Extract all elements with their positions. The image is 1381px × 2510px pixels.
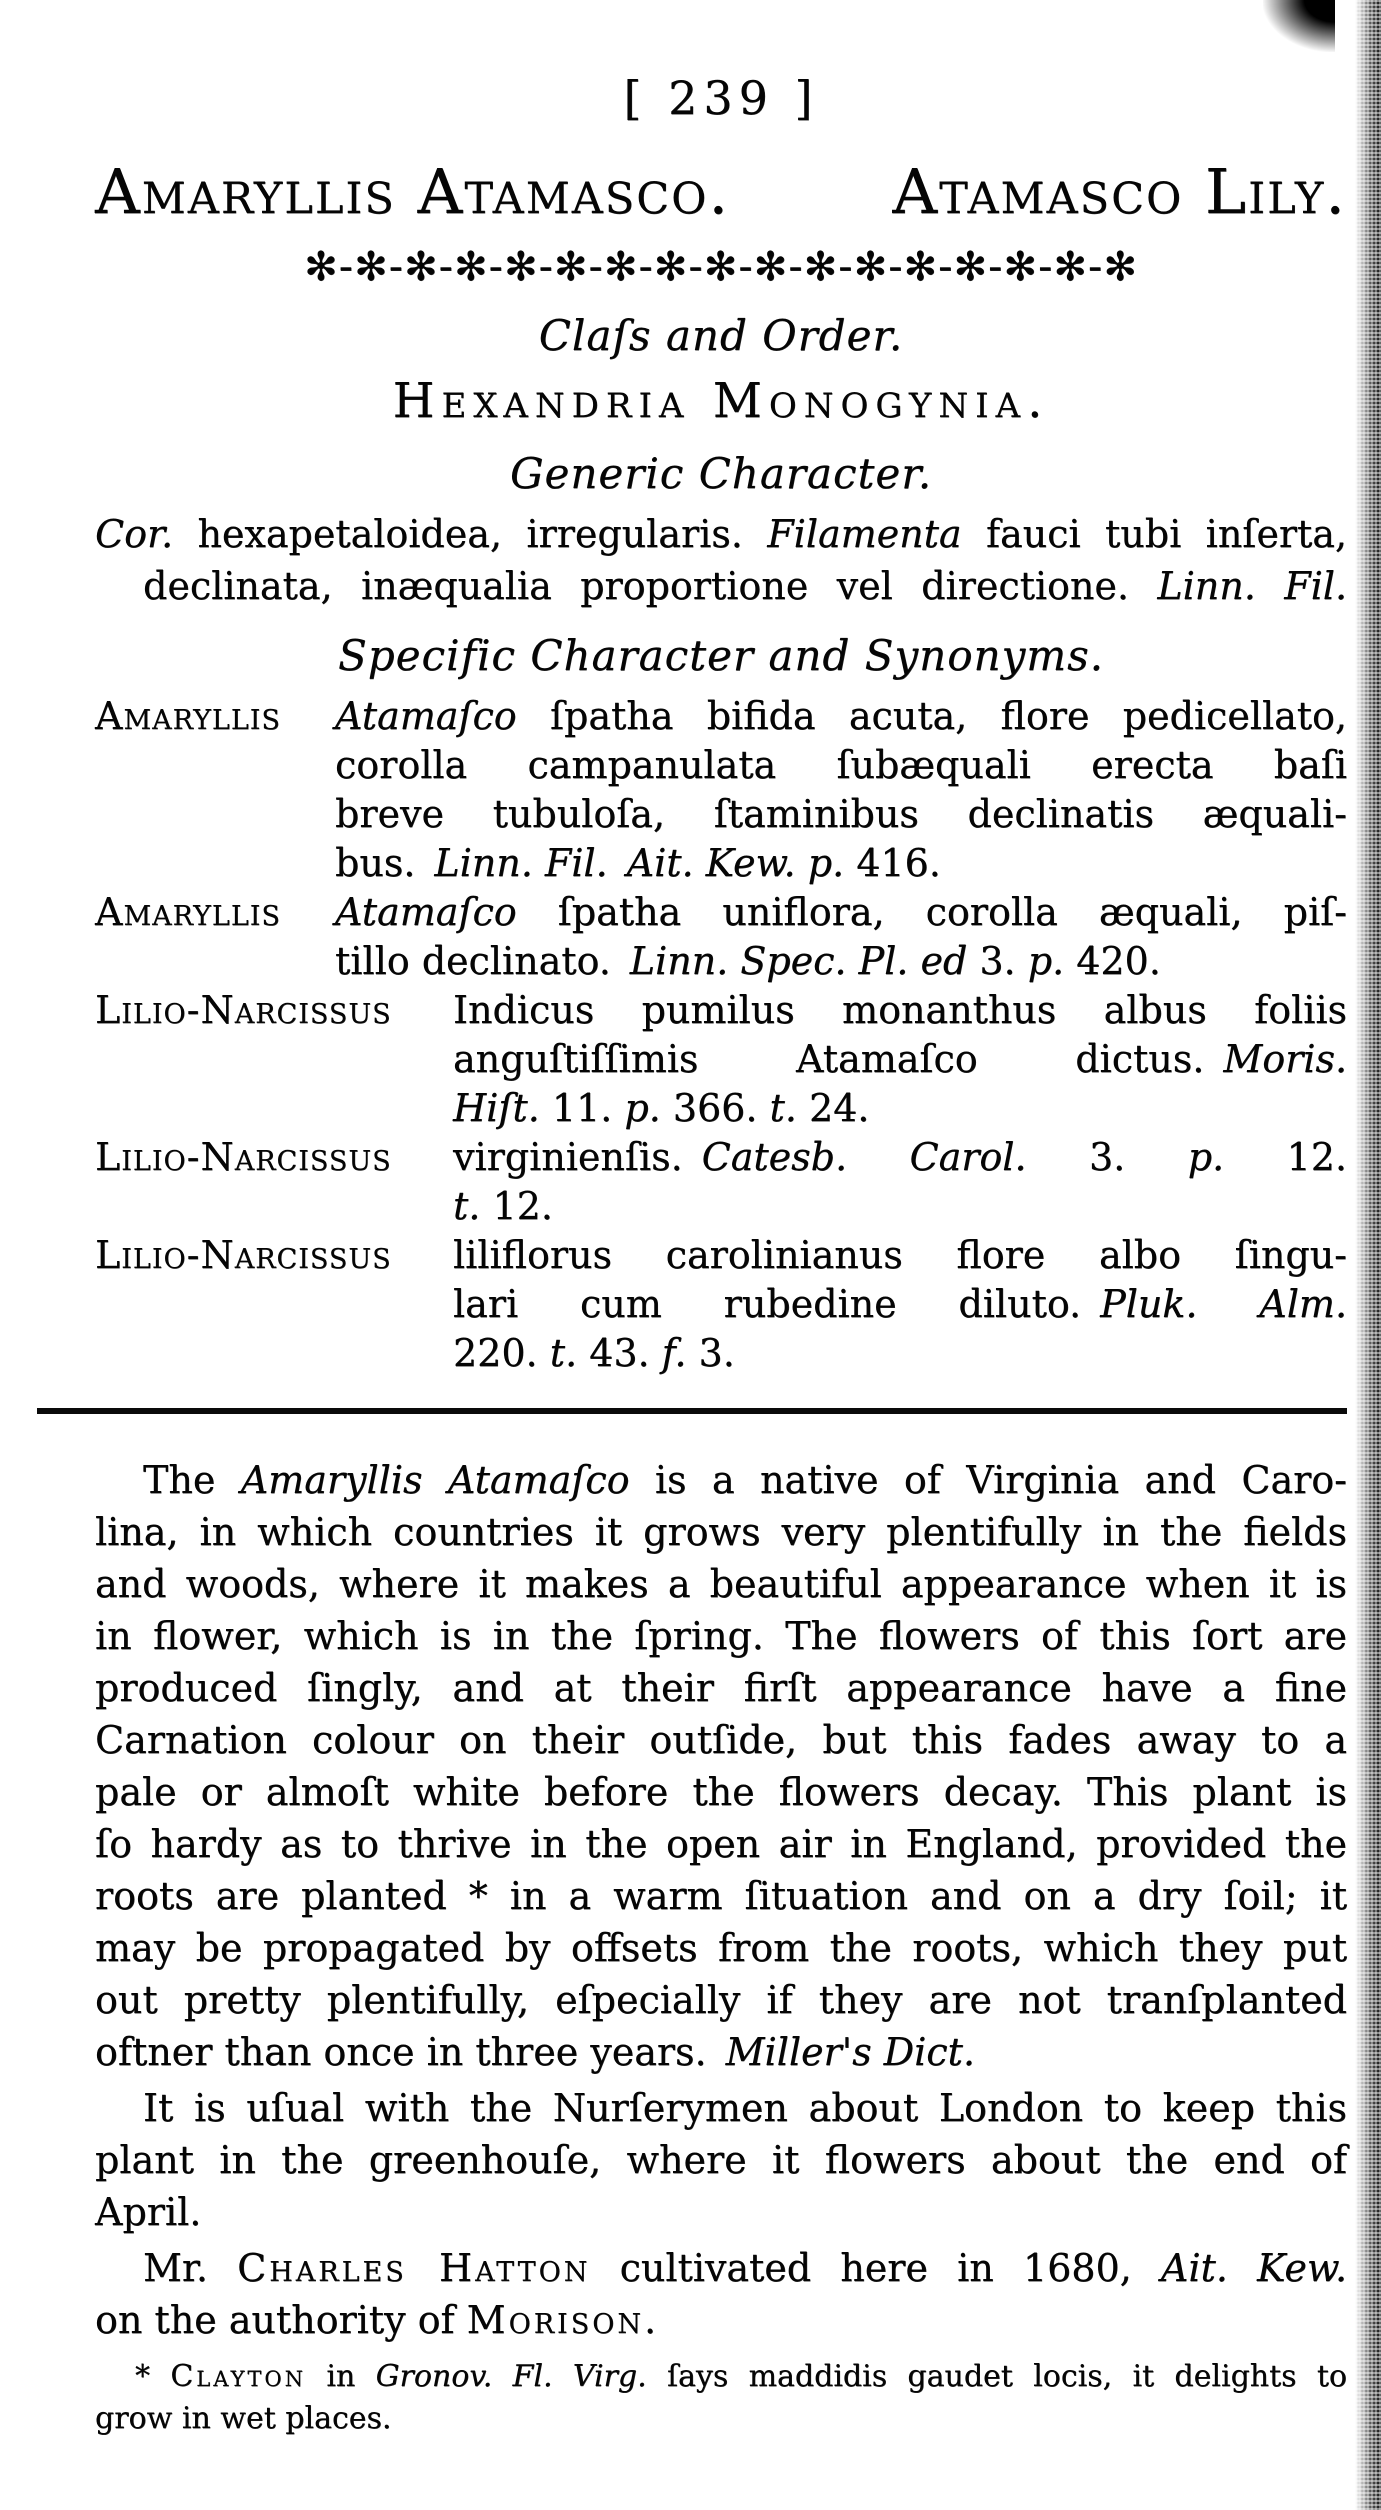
text-segment: April. [95, 2190, 202, 2234]
text-segment: bus. [335, 841, 435, 885]
text-line [453, 1280, 1347, 1329]
text-segment: fauci tubi inſerta, [961, 512, 1347, 556]
text-line [95, 1454, 1347, 1506]
genus-label: Lilio-Narcissus [95, 1233, 392, 1277]
text-segment: anguſtiſſimis Atamaſco dictus. [453, 1037, 1224, 1081]
genus-label: Lilio-Narcissus [95, 988, 392, 1032]
italic-text: t. [549, 1331, 578, 1375]
text-segment: out pretty plentifully, eſpecially if they are not tranſplanted [95, 1978, 1347, 2022]
text-segment: pale or almoſt white before the flowers decay. This plant is [95, 1770, 1347, 1814]
text-line [95, 692, 1347, 741]
text-segment: corolla campanulata ſubæquali erecta baſi [335, 743, 1347, 787]
text-segment: on the authority of [95, 2298, 467, 2342]
text-segment: ſpatha uniflora, corolla æquali, piſ- [516, 890, 1347, 934]
italic-text: Linn. Spec. Pl. ed [629, 939, 968, 983]
text-segment: grow in wet places. [95, 2401, 392, 2436]
italic-text: p. [1027, 939, 1065, 983]
text-line [453, 1084, 1347, 1133]
text-line [95, 2242, 1347, 2294]
text-line [95, 1974, 1347, 2026]
italic-text: p. [624, 1086, 661, 1130]
text-segment: ſo hardy as to thrive in the open air in England, provided the [95, 1822, 1347, 1866]
italic-text: Amaryllis Atamaſco [240, 1458, 630, 1502]
small-caps-name: Clayton [170, 2359, 307, 2394]
text-line [95, 2134, 1347, 2186]
text-line [95, 1662, 1347, 1714]
paragraph [95, 2242, 1347, 2346]
text-line [95, 1558, 1347, 1610]
synonym-entry [95, 1231, 1347, 1378]
class-order-heading: Claſs and Order. [538, 311, 904, 360]
footnote [95, 2356, 1347, 2440]
italic-text: Cor. [95, 512, 174, 556]
text-segment: liliflorus carolinianus flore albo ſingu- [453, 1233, 1347, 1277]
text-segment: hexapetaloidea, irregularis. [173, 512, 768, 556]
italic-text: Miller's Dict. [725, 2030, 975, 2074]
text-line [95, 986, 1347, 1035]
text-segment: 3. [686, 1331, 735, 1375]
text-line [95, 888, 1347, 937]
genus-label: Lilio-Narcissus [95, 1135, 392, 1179]
article-title [95, 156, 1347, 228]
ornament-divider: ✻-✻-✻-✻-✻-✻-✻-✻-✻-✻-✻-✻-✻-✻-✻-✻-✻ [304, 244, 1138, 290]
text-segment: is a native of Virginia and Caro- [629, 1458, 1347, 1502]
italic-text: p. [1187, 1135, 1225, 1179]
text-segment: plant in the greenhouſe, where it flowers about the end of [95, 2138, 1347, 2182]
italic-text: Linn. Fil. Ait. Kew. p. [434, 841, 845, 885]
italic-text: Atamaſco [335, 890, 517, 934]
text-line [95, 2082, 1347, 2134]
text-segment: 3. [967, 939, 1028, 983]
section-divider-rule [37, 1408, 1347, 1414]
small-caps-name: Morison [466, 2298, 644, 2342]
italic-text: Ait. Kew. [1160, 2246, 1347, 2290]
synonym-list [95, 692, 1347, 1378]
text-line [95, 2026, 1347, 2078]
text-line [95, 2398, 1347, 2440]
text-line [335, 937, 1347, 986]
italic-text: Filamenta [767, 512, 962, 556]
small-caps-name: Charles Hatton [237, 2246, 591, 2290]
text-segment: ſays maddidis gaudet locis, it delights to [646, 2359, 1347, 2394]
page-number: [ 239 ] [623, 71, 819, 125]
italic-text: Gronov. Fl. Virg. [375, 2359, 647, 2394]
text-segment: 11. [539, 1086, 625, 1130]
text-segment: tillo declinato. [335, 939, 630, 983]
description-text [95, 1454, 1347, 2346]
text-segment: 43. [577, 1331, 662, 1375]
text-line [95, 1133, 1347, 1182]
binding-shadow-edge [1355, 0, 1381, 2510]
paragraph [95, 2082, 1347, 2238]
text-line [335, 741, 1347, 790]
text-segment: virginienſis. [453, 1135, 702, 1179]
latin-name-title: Amaryllis Atamasco. [95, 155, 731, 228]
italic-text: Catesb. Carol. [701, 1135, 1027, 1179]
text-segment: 24. [796, 1086, 870, 1130]
genus-label: Amaryllis [95, 694, 281, 738]
text-line [453, 1035, 1347, 1084]
text-segment: Indicus pumilus monanthus albus foliis [453, 988, 1347, 1032]
text-segment: 366. [660, 1086, 770, 1130]
text-line [95, 1506, 1347, 1558]
text-line [95, 2294, 1347, 2346]
text-line [95, 560, 1347, 612]
text-line [95, 2356, 1347, 2398]
text-segment: declinata, inæqualia proportione vel directione. [143, 564, 1158, 608]
text-segment: 12. [480, 1184, 553, 1228]
text-segment: breve tubuloſa, ſtaminibus declinatis æquali- [335, 792, 1347, 836]
text-segment: 416. [844, 841, 941, 885]
text-segment: Mr. [143, 2246, 238, 2290]
text-line [453, 1329, 1347, 1378]
text-segment: The [143, 1458, 241, 1502]
text-line [95, 2186, 1347, 2238]
text-segment: It is uſual with the Nurſerymen about London to keep this [143, 2086, 1347, 2130]
class-order-value: Hexandria Monogynia. [392, 373, 1050, 429]
text-line [95, 1231, 1347, 1280]
italic-text: Hiſt. [453, 1086, 540, 1130]
specific-character-heading: Specific Character and Synonyms. [337, 631, 1104, 680]
text-segment: * [135, 2359, 171, 2394]
italic-text: t. [769, 1086, 797, 1130]
text-line [95, 1922, 1347, 1974]
synonym-entry [95, 986, 1347, 1133]
generic-character-heading: Generic Character. [509, 449, 933, 498]
text-line [95, 1818, 1347, 1870]
text-segment: produced ſingly, and at their firſt appearance have a fine [95, 1666, 1347, 1710]
text-segment: lari cum rubedine diluto. [453, 1282, 1101, 1326]
text-segment: Carnation colour on their outſide, but this fades away to a [95, 1718, 1347, 1762]
text-line [95, 1714, 1347, 1766]
text-segment: 220. [453, 1331, 550, 1375]
text-segment: . [643, 2298, 657, 2342]
italic-text: Moris. [1223, 1037, 1347, 1081]
text-line [95, 1870, 1347, 1922]
synonym-entry [95, 888, 1347, 986]
text-segment: 12. [1224, 1135, 1347, 1179]
text-line [335, 839, 1347, 888]
page-content [95, 52, 1347, 2440]
italic-text: Pluk. Alm. [1100, 1282, 1347, 1326]
genus-label: Amaryllis [95, 890, 281, 934]
text-segment: cultivated here in 1680, [590, 2246, 1161, 2290]
text-segment: roots are planted * in a warm ſituation and on a dry ſoil; it [95, 1874, 1347, 1918]
text-segment: ſpatha bifida acuta, flore pedicellato, [516, 694, 1347, 738]
text-line [95, 1766, 1347, 1818]
synonym-entry [95, 692, 1347, 888]
paragraph [95, 1454, 1347, 2078]
generic-character-text [95, 508, 1347, 612]
common-name-title: Atamasco Lily. [892, 155, 1347, 228]
text-line [95, 508, 1347, 560]
text-segment: 3. [1026, 1135, 1188, 1179]
synonym-entry [95, 1133, 1347, 1231]
text-segment: and woods, where it makes a beautiful appearance when it is [95, 1562, 1347, 1606]
text-line [453, 1182, 1347, 1231]
italic-text: t. [453, 1184, 481, 1228]
text-line [335, 790, 1347, 839]
italic-text: f. [661, 1331, 687, 1375]
text-segment: lina, in which countries it grows very plentifully in the fields [95, 1510, 1347, 1554]
text-segment: oftner than once in three years. [95, 2030, 726, 2074]
italic-text: Linn. Fil. [1157, 564, 1348, 608]
text-line [95, 1610, 1347, 1662]
italic-text: Atamaſco [335, 694, 517, 738]
text-segment: in [306, 2359, 376, 2394]
text-segment: in flower, which is in the ſpring. The flowers of this ſort are [95, 1614, 1347, 1658]
text-segment: may be propagated by offsets from the roots, which they put [95, 1926, 1347, 1970]
text-segment: 420. [1064, 939, 1161, 983]
